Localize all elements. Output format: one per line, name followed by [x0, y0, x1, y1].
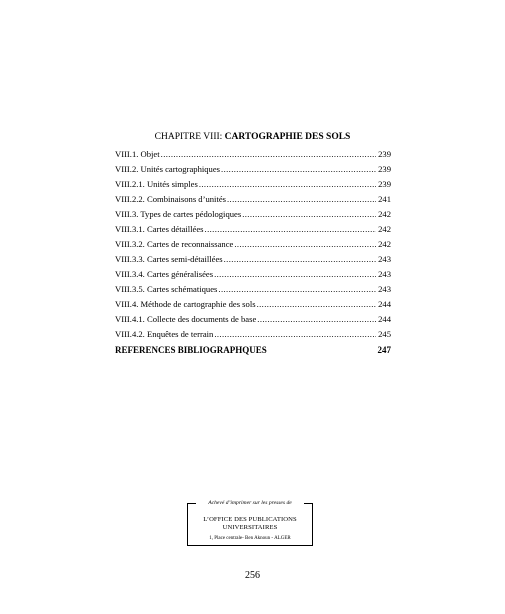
toc-entry-page: 244: [378, 314, 391, 324]
printer-colophon: [187, 500, 313, 546]
toc-entry-page: 243: [378, 269, 391, 279]
toc-leader-dots: [227, 192, 376, 207]
printer-name-line2: UNIVERSITAIRES: [222, 524, 278, 531]
toc-leader-dots: [257, 297, 376, 312]
toc-leader-dots: [205, 222, 376, 237]
printer-address: 1, Place centrale- Ben Aknoun - ALGER: [209, 536, 291, 541]
toc-leader-dots: [218, 282, 376, 297]
toc-entry: [115, 162, 391, 177]
toc-entry-page: 242: [378, 224, 391, 234]
toc-entry-label: VIII.4.2. Enquêtes de terrain: [115, 329, 214, 339]
toc-entry-label: VIII.2.2. Combinaisons d’unités: [115, 194, 226, 204]
chapter-number: CHAPITRE VIII:: [154, 132, 223, 142]
toc-entry-page: 241: [378, 194, 391, 204]
toc-entry: [115, 267, 391, 282]
toc-entry-label: VIII.3.4. Cartes généralisées: [115, 269, 214, 279]
toc-leader-dots: [234, 237, 376, 252]
toc-leader-dots: [214, 327, 376, 342]
toc-references-entry: [115, 343, 391, 358]
page-number: 256: [245, 570, 260, 581]
toc-entry: [115, 207, 391, 222]
toc-entry-label: VIII.4.1. Collecte des documents de base: [115, 314, 257, 324]
toc-entry-label: VIII.4. Méthode de cartographie des sols: [115, 299, 256, 309]
toc-leader-dots: [257, 312, 376, 327]
toc-entry-page: 243: [378, 284, 391, 294]
toc-entry: [115, 192, 391, 207]
toc-entry-page: 243: [378, 254, 391, 264]
toc-entry-label: VIII.2. Unités cartographiques: [115, 164, 221, 174]
toc-leader-dots: [242, 207, 376, 222]
toc-leader-dots: [214, 267, 376, 282]
references-label: REFERENCES BIBLIOGRAPHQUES: [115, 345, 267, 355]
toc-entry: [115, 237, 391, 252]
toc-entry: [115, 282, 391, 297]
table-of-contents: [115, 147, 391, 358]
toc-entry-label: VIII.3.3. Cartes semi-détaillées: [115, 254, 223, 264]
toc-entry-page: 245: [378, 329, 391, 339]
toc-entry-label: VIII.3.1. Cartes détaillées: [115, 224, 204, 234]
toc-entry-page: 242: [378, 209, 391, 219]
toc-entry-label: VIII.3. Types de cartes pédologiques: [115, 209, 242, 219]
toc-entry: [115, 312, 391, 327]
toc-leader-dots: [161, 147, 376, 162]
toc-entry-page: 239: [378, 149, 391, 159]
toc-leader-dots: [221, 162, 376, 177]
printer-intro: Achevé d’imprimer sur les presses de: [205, 500, 295, 506]
toc-entry-page: 239: [378, 179, 391, 189]
toc-entry-page: 242: [378, 239, 391, 249]
toc-entry: [115, 222, 391, 237]
printer-name-line1: L’OFFICE DES PUBLICATIONS: [203, 516, 297, 523]
chapter-heading: [0, 131, 505, 143]
toc-entry: [115, 177, 391, 192]
toc-leader-dots: [199, 177, 376, 192]
printer-name: [188, 516, 312, 532]
toc-leader-dots: [224, 252, 376, 267]
toc-entry: [115, 327, 391, 342]
references-page: 247: [377, 345, 391, 355]
toc-entry: [115, 252, 391, 267]
toc-entry-label: VIII.3.5. Cartes schématiques: [115, 284, 218, 294]
toc-entry-page: 239: [378, 164, 391, 174]
toc-entry-label: VIII.1. Objet: [115, 149, 160, 159]
toc-entry: [115, 297, 391, 312]
chapter-title: CARTOGRAPHIE DES SOLS: [224, 132, 351, 142]
toc-entry: [115, 147, 391, 162]
toc-entry-label: VIII.3.2. Cartes de reconnaissance: [115, 239, 234, 249]
toc-entry-page: 244: [378, 299, 391, 309]
toc-entry-label: VIII.2.1. Unités simples: [115, 179, 198, 189]
